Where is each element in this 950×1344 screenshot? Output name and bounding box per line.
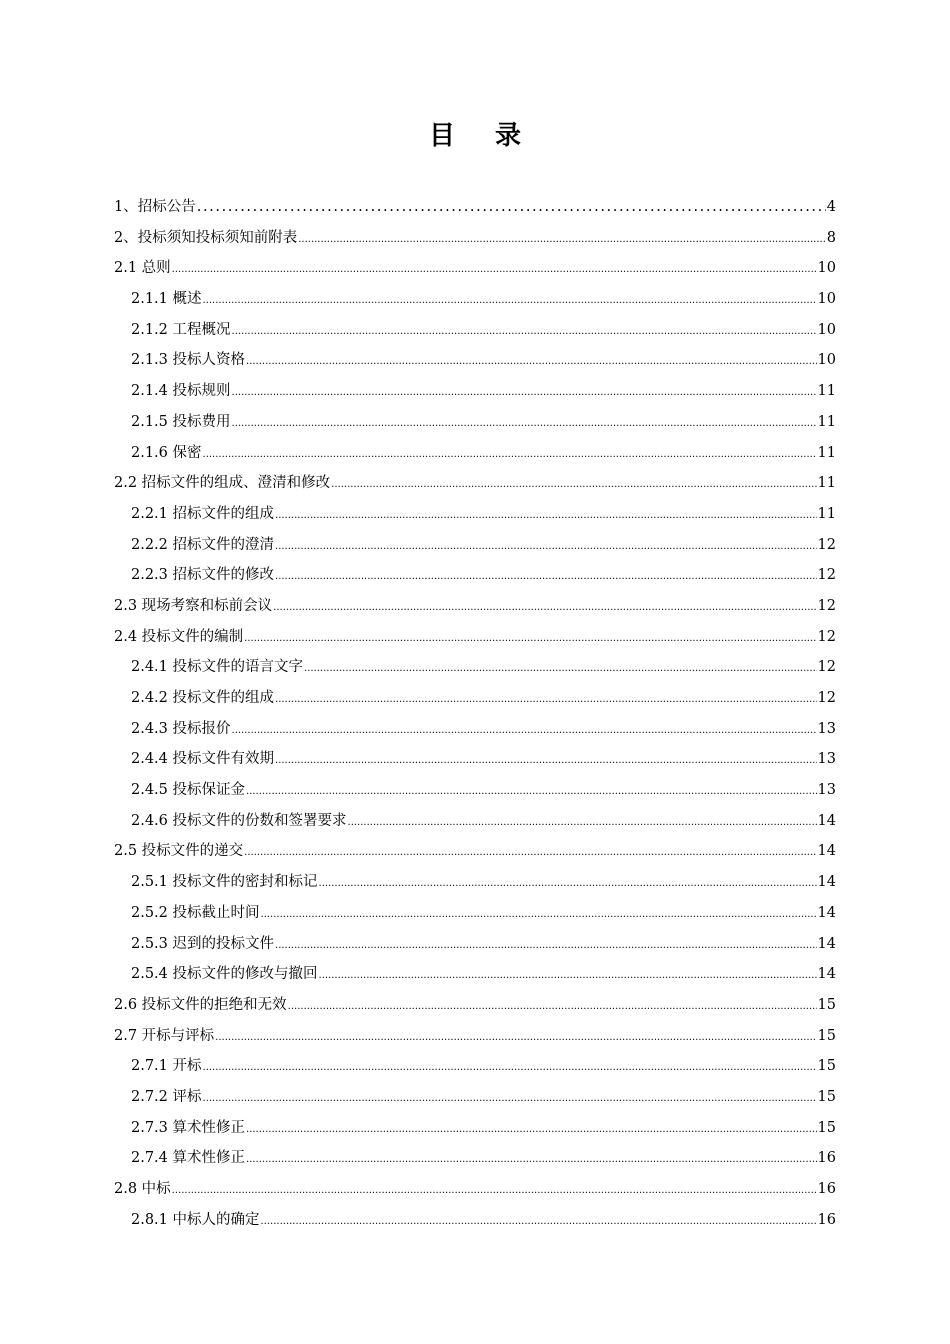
toc-entry[interactable] <box>114 1082 836 1113</box>
toc-entry-label: 2.1.2 工程概况 <box>131 321 231 338</box>
toc-entry-label: 1、招标公告 <box>114 199 196 215</box>
toc-entry-label: 2.1.4 投标规则 <box>131 383 231 400</box>
toc-entry-page-number: 11 <box>817 383 836 400</box>
toc-entry-label: 2.4 投标文件的编制 <box>114 628 244 645</box>
toc-dot-leader <box>304 654 817 685</box>
toc-dot-leader <box>275 562 817 593</box>
toc-entry[interactable] <box>114 499 836 530</box>
toc-entry[interactable] <box>114 345 836 376</box>
toc-entry[interactable] <box>114 1143 836 1174</box>
toc-entry[interactable] <box>114 744 836 775</box>
toc-dot-leader <box>275 931 817 962</box>
toc-entry[interactable] <box>114 1113 836 1144</box>
toc-entry-label: 2.6 投标文件的拒绝和无效 <box>114 996 287 1013</box>
toc-dot-leader <box>203 286 817 317</box>
toc-entry[interactable] <box>114 867 836 898</box>
toc-entry-label: 2.4.4 投标文件有效期 <box>131 751 275 768</box>
toc-entry[interactable] <box>114 530 836 561</box>
toc-entry-label: 2.5.1 投标文件的密封和标记 <box>131 874 318 891</box>
toc-entry[interactable] <box>114 775 836 806</box>
toc-dot-leader <box>203 440 817 471</box>
toc-dot-leader <box>172 1176 817 1207</box>
toc-entry-label: 2.8 中标 <box>114 1181 171 1197</box>
toc-dot-leader <box>275 685 817 716</box>
toc-entry-page-number: 10 <box>817 291 836 308</box>
toc-entry-label: 2、投标须知投标须知前附表 <box>114 229 298 246</box>
toc-dot-leader <box>331 470 816 501</box>
toc-entry-page-number: 13 <box>817 720 836 737</box>
toc-entry-page-number: 15 <box>817 996 836 1013</box>
toc-dot-leader <box>298 225 826 256</box>
toc-dot-leader <box>215 1023 816 1054</box>
toc-dot-leader <box>244 838 816 869</box>
toc-entry[interactable] <box>114 560 836 591</box>
toc-entry[interactable] <box>114 622 836 653</box>
toc-entry-page-number: 15 <box>817 1088 836 1105</box>
toc-entry-page-number: 14 <box>817 812 836 829</box>
toc-dot-leader <box>246 347 817 378</box>
toc-entry-page-number: 14 <box>817 966 836 983</box>
toc-entry-page-number: 14 <box>817 904 836 921</box>
toc-entry[interactable] <box>114 192 836 223</box>
toc-entry-label: 2.1.5 投标费用 <box>131 413 231 430</box>
toc-dot-leader <box>244 624 816 655</box>
toc-entry-page-number: 16 <box>817 1181 836 1197</box>
toc-dot-leader <box>232 317 817 348</box>
toc-entry-page-number: 16 <box>817 1211 836 1228</box>
toc-entry[interactable] <box>114 284 836 315</box>
toc-entry[interactable] <box>114 990 836 1021</box>
toc-entry[interactable] <box>114 376 836 407</box>
toc-entry-page-number: 15 <box>817 1058 836 1075</box>
toc-entry-page-number: 13 <box>817 782 836 799</box>
toc-entry[interactable] <box>114 438 836 469</box>
toc-entry-label: 2.4.5 投标保证金 <box>131 782 246 799</box>
toc-dot-leader <box>273 593 816 624</box>
title-char-right: 录 <box>495 121 522 151</box>
toc-entry[interactable] <box>114 898 836 929</box>
toc-entry-label: 2.5 投标文件的递交 <box>114 843 244 860</box>
toc-entry-page-number: 12 <box>817 628 836 645</box>
toc-dot-leader <box>232 716 817 747</box>
title-char-left: 目 <box>428 121 455 151</box>
toc-entry[interactable] <box>114 806 836 837</box>
toc-entry-label: 2.2.2 招标文件的澄清 <box>131 536 275 553</box>
toc-entry-label: 2.4.1 投标文件的语言文字 <box>131 659 304 676</box>
toc-entry-page-number: 10 <box>817 260 836 277</box>
toc-entry-label: 2.1.6 保密 <box>131 444 202 461</box>
toc-entry-page-number: 14 <box>817 843 836 860</box>
toc-entry[interactable] <box>114 1174 836 1205</box>
toc-dot-leader <box>203 1053 817 1084</box>
toc-entry-page-number: 11 <box>817 505 836 522</box>
toc-dot-leader <box>203 1084 817 1115</box>
toc-entry[interactable] <box>114 591 836 622</box>
toc-entry-label: 2.7 开标与评标 <box>114 1027 215 1044</box>
toc-entry[interactable] <box>114 1021 836 1052</box>
toc-dot-leader <box>275 501 817 532</box>
toc-entry[interactable] <box>114 1051 836 1082</box>
toc-dot-leader <box>172 255 817 286</box>
toc-entry-label: 2.2 招标文件的组成、澄清和修改 <box>114 475 331 492</box>
toc-entry-page-number: 8 <box>826 229 836 246</box>
toc-entry-label: 2.3 现场考察和标前会议 <box>114 597 273 614</box>
toc-entry[interactable] <box>114 407 836 438</box>
toc-entry-page-number: 12 <box>817 690 836 706</box>
toc-dot-leader <box>261 1207 817 1238</box>
toc-entry-page-number: 13 <box>817 751 836 768</box>
toc-entry-label: 2.1 总则 <box>114 260 171 277</box>
toc-dot-leader <box>232 378 817 409</box>
toc-entry-page-number: 14 <box>817 935 836 952</box>
toc-entry[interactable] <box>114 959 836 990</box>
toc-entry-label: 2.2.1 招标文件的组成 <box>131 505 275 522</box>
toc-entry-page-number: 14 <box>817 874 836 891</box>
toc-entry-label: 2.4.6 投标文件的份数和签署要求 <box>131 812 347 829</box>
toc-entry[interactable] <box>114 315 836 346</box>
toc-entry[interactable] <box>114 714 836 745</box>
toc-entry-label: 2.8.1 中标人的确定 <box>131 1211 260 1228</box>
toc-entry-label: 2.2.3 招标文件的修改 <box>131 567 275 584</box>
toc-entry-label: 2.7.1 开标 <box>131 1058 202 1075</box>
toc-dot-leader <box>319 869 817 900</box>
toc-dot-leader <box>232 409 817 440</box>
toc-entry-label: 2.4.2 投标文件的组成 <box>131 690 275 706</box>
toc-entry-page-number: 10 <box>817 321 836 338</box>
toc-entry-label: 2.7.2 评标 <box>131 1088 202 1105</box>
toc-entry[interactable] <box>114 468 836 499</box>
toc-entry-page-number: 12 <box>817 659 836 676</box>
toc-entry-page-number: 11 <box>817 413 836 430</box>
toc-dot-leader <box>275 532 817 563</box>
toc-entry-label: 2.5.4 投标文件的修改与撤回 <box>131 966 318 983</box>
toc-entry-label: 2.5.3 迟到的投标文件 <box>131 935 275 952</box>
toc-entry[interactable] <box>114 836 836 867</box>
toc-dot-leader <box>261 900 817 931</box>
toc-entry-page-number: 15 <box>817 1027 836 1044</box>
toc-entry[interactable] <box>114 929 836 960</box>
toc-entry-page-number: 11 <box>817 475 836 492</box>
toc-entry[interactable] <box>114 253 836 284</box>
toc-entry[interactable] <box>114 223 836 254</box>
toc-dot-leader <box>197 192 826 223</box>
toc-entry-page-number: 12 <box>817 536 836 553</box>
toc-entry-label: 2.7.3 算术性修正 <box>131 1119 246 1136</box>
toc-entry-page-number: 12 <box>817 567 836 584</box>
toc-dot-leader <box>348 808 817 839</box>
toc-dot-leader <box>319 961 817 992</box>
toc-entry-label: 2.5.2 投标截止时间 <box>131 904 260 921</box>
toc-entry-label: 2.1.1 概述 <box>131 291 202 308</box>
toc-entry-page-number: 10 <box>817 352 836 369</box>
page-title <box>0 118 950 154</box>
toc-entry-label: 2.4.3 投标报价 <box>131 720 231 737</box>
toc-entry-page-number: 12 <box>817 597 836 614</box>
table-of-contents <box>114 192 836 1235</box>
toc-dot-leader <box>288 992 817 1023</box>
toc-dot-leader <box>275 746 817 777</box>
toc-dot-leader <box>246 1115 817 1146</box>
toc-entry[interactable] <box>114 652 836 683</box>
toc-entry-page-number: 15 <box>817 1119 836 1136</box>
toc-dot-leader <box>246 1145 817 1176</box>
toc-entry[interactable] <box>114 1205 836 1236</box>
toc-dot-leader <box>246 777 817 808</box>
toc-entry-page-number: 16 <box>817 1150 836 1167</box>
toc-entry-label: 2.7.4 算术性修正 <box>131 1150 246 1167</box>
toc-entry-label: 2.1.3 投标人资格 <box>131 352 246 369</box>
toc-entry-page-number: 11 <box>817 444 836 461</box>
toc-entry-page-number: 4 <box>826 199 836 215</box>
toc-entry[interactable] <box>114 683 836 714</box>
